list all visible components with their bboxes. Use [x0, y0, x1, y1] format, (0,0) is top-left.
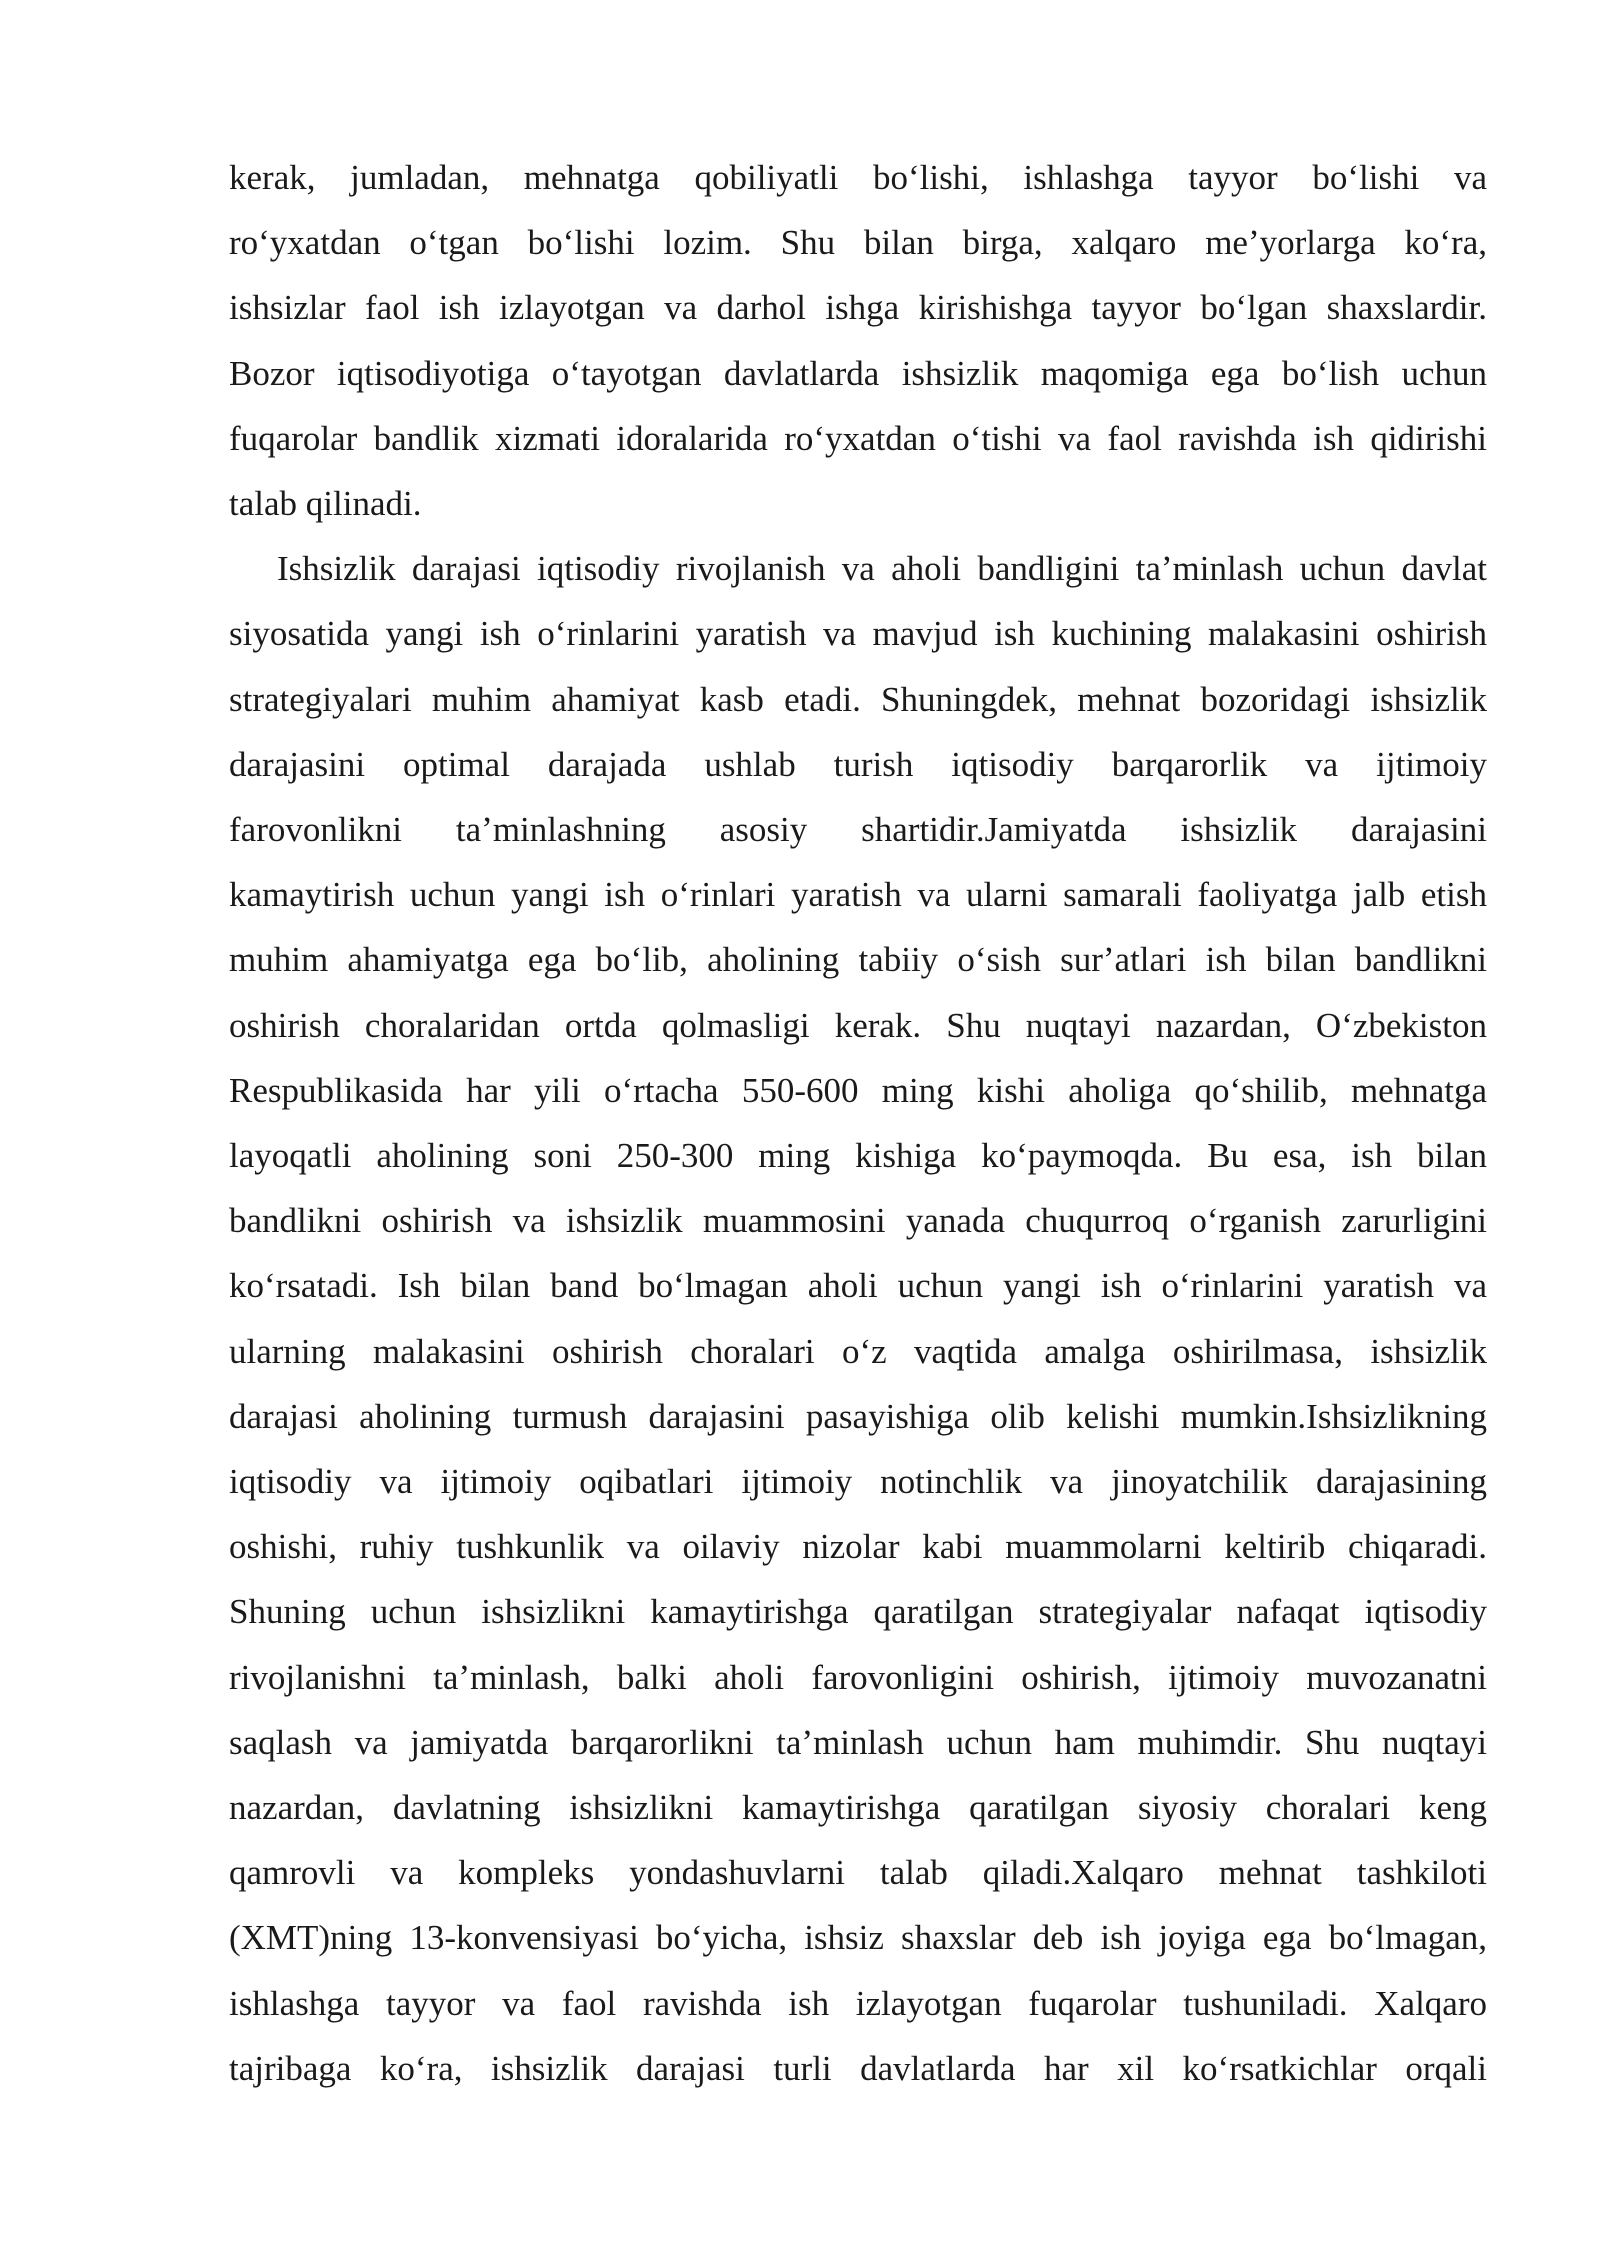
- text-line: kamaytirish uchun yangi ish oʻrinlari yaratish va ularni samarali faoliyatga jalb etish: [229, 875, 1487, 915]
- text-line: strategiyalari muhim ahamiyat kasb etadi. Shuningdek, mehnat bozoridagi ishsizlik: [229, 679, 1487, 719]
- text-line: ularning malakasini oshirish choralari oʻz vaqtida amalga oshirilmasa, ishsizlik: [229, 1331, 1487, 1371]
- text-line: muhim ahamiyatga ega boʻlib, aholining tabiiy oʻsish surʼatlari ish bilan bandlikni: [229, 940, 1487, 980]
- text-line: kerak, jumladan, mehnatga qobiliyatli boʻlishi, ishlashga tayyor boʻlishi va: [229, 158, 1487, 197]
- text-line: farovonlikni taʼminlashning asosiy shartidir.Jamiyatda ishsizlik darajasini: [229, 810, 1487, 850]
- text-line: oshirish choralaridan ortda qolmasligi kerak. Shu nuqtayi nazardan, Oʻzbekiston: [229, 1005, 1487, 1045]
- text-line: Respublikasida har yili oʻrtacha 550-600 ming kishi aholiga qoʻshilib, mehnatga: [229, 1070, 1487, 1110]
- text-line: Ishsizlik darajasi iqtisodiy rivojlanish va aholi bandligini taʼminlash uchun davlat: [277, 549, 1487, 589]
- text-line: qamrovli va kompleks yondashuvlarni talab qiladi.Xalqaro mehnat tashkiloti: [229, 1853, 1487, 1893]
- text-line: ishlashga tayyor va faol ravishda ish izlayotgan fuqarolar tushuniladi. Xalqaro: [229, 1983, 1487, 2023]
- text-line: roʻyxatdan oʻtgan boʻlishi lozim. Shu bilan birga, xalqaro meʼyorlarga koʻra,: [229, 223, 1487, 263]
- text-line: tajribaga koʻra, ishsizlik darajasi turli davlatlarda har xil koʻrsatkichlar orqali: [229, 2048, 1487, 2088]
- text-line: (XMT)ning 13-konvensiyasi boʻyicha, ishsiz shaxslar deb ish joyiga ega boʻlmagan,: [229, 1918, 1487, 1958]
- paragraph-1: [229, 145, 1487, 536]
- text-line: iqtisodiy va ijtimoiy oqibatlari ijtimoiy notinchlik va jinoyatchilik darajasining: [229, 1462, 1487, 1502]
- text-line: ishsizlar faol ish izlayotgan va darhol ishga kirishishga tayyor boʻlgan shaxslardir.: [229, 288, 1487, 328]
- text-line: bandlikni oshirish va ishsizlik muammosini yanada chuqurroq oʻrganish zarurligini: [229, 1201, 1487, 1241]
- text-line: Bozor iqtisodiyotiga oʻtayotgan davlatlarda ishsizlik maqomiga ega boʻlish uchun: [229, 353, 1487, 393]
- text-line: siyosatida yangi ish oʻrinlarini yaratish va mavjud ish kuchining malakasini oshirish: [229, 614, 1487, 654]
- text-line: nazardan, davlatning ishsizlikni kamaytirishga qaratilgan siyosiy choralari keng: [229, 1788, 1487, 1828]
- document-page: [229, 145, 1487, 2101]
- text-line: Shuning uchun ishsizlikni kamaytirishga qaratilgan strategiyalar nafaqat iqtisodiy: [229, 1592, 1487, 1632]
- text-line: fuqarolar bandlik xizmati idoralarida roʻyxatdan oʻtishi va faol ravishda ish qidirishi: [229, 418, 1487, 458]
- text-line: layoqatli aholining soni 250-300 ming kishiga koʻpaymoqda. Bu esa, ish bilan: [229, 1136, 1487, 1176]
- paragraph-2: [229, 536, 1487, 2101]
- text-line: rivojlanishni taʼminlash, balki aholi farovonligini oshirish, ijtimoiy muvozanatni: [229, 1657, 1487, 1697]
- text-line: koʻrsatadi. Ish bilan band boʻlmagan aholi uchun yangi ish oʻrinlarini yaratish va: [229, 1266, 1487, 1306]
- text-line: saqlash va jamiyatda barqarorlikni taʼminlash uchun ham muhimdir. Shu nuqtayi: [229, 1722, 1487, 1762]
- text-line: darajasini optimal darajada ushlab turish iqtisodiy barqarorlik va ijtimoiy: [229, 744, 1487, 784]
- text-line: oshishi, ruhiy tushkunlik va oilaviy nizolar kabi muammolarni keltirib chiqaradi.: [229, 1527, 1487, 1567]
- text-line: talab qilinadi.: [229, 484, 422, 524]
- text-line: darajasi aholining turmush darajasini pasayishiga olib kelishi mumkin.Ishsizlikning: [229, 1396, 1487, 1436]
